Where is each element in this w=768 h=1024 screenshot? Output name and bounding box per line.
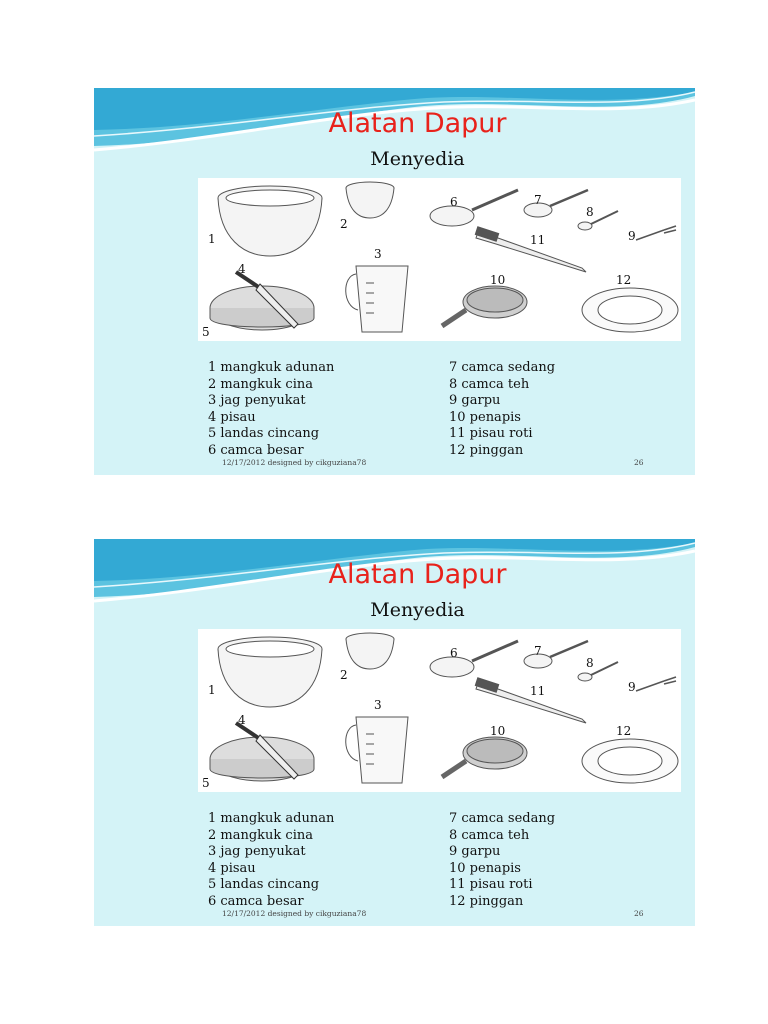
plate-drawing bbox=[582, 288, 678, 332]
item-list-right bbox=[449, 811, 555, 910]
list-item: 4 pisau bbox=[208, 860, 256, 876]
list-item: 8 camca teh bbox=[449, 827, 530, 843]
list-item: 4 pisau bbox=[208, 409, 256, 425]
list-item: 8 camca teh bbox=[449, 376, 530, 392]
slide-page-number: 26 bbox=[634, 909, 644, 918]
label-2: 2 bbox=[340, 668, 348, 682]
list-item: 9 garpu bbox=[449, 844, 501, 859]
label-6: 6 bbox=[450, 646, 458, 660]
label-8: 8 bbox=[586, 205, 594, 219]
fork-drawing bbox=[636, 226, 676, 240]
slide-title: Alatan Dapur bbox=[328, 559, 507, 590]
label-4: 4 bbox=[238, 713, 246, 727]
list-item: 1 mangkuk adunan bbox=[208, 811, 335, 826]
list-item: 2 mangkuk cina bbox=[208, 827, 313, 843]
label-3: 3 bbox=[374, 698, 382, 712]
list-item: 12 pinggan bbox=[449, 893, 524, 909]
label-11: 11 bbox=[530, 684, 546, 698]
list-item: 10 penapis bbox=[449, 860, 521, 876]
slide-footer: 12/17/2012 designed by cikguziana78 bbox=[222, 909, 367, 918]
fork-drawing bbox=[636, 677, 676, 691]
plate-drawing bbox=[582, 739, 678, 783]
list-item: 11 pisau roti bbox=[449, 426, 533, 441]
label-1: 1 bbox=[208, 683, 216, 697]
label-3: 3 bbox=[374, 247, 382, 261]
item-list-right bbox=[449, 360, 555, 459]
china-bowl-drawing bbox=[346, 633, 394, 669]
kitchen-tools-illustration bbox=[198, 178, 681, 341]
item-list-left bbox=[208, 811, 334, 910]
label-6: 6 bbox=[450, 195, 458, 209]
kitchen-tools-illustration bbox=[198, 629, 681, 792]
list-item: 11 pisau roti bbox=[449, 877, 533, 892]
slide-title: Alatan Dapur bbox=[328, 108, 507, 139]
label-10: 10 bbox=[490, 724, 506, 738]
label-9: 9 bbox=[628, 680, 636, 694]
list-item: 7 camca sedang bbox=[449, 811, 556, 826]
list-item: 10 penapis bbox=[449, 409, 521, 425]
label-9: 9 bbox=[628, 229, 636, 243]
list-item: 2 mangkuk cina bbox=[208, 376, 313, 392]
label-5: 5 bbox=[202, 325, 210, 339]
slide-subtitle: Menyedia bbox=[370, 148, 465, 170]
label-12: 12 bbox=[616, 724, 632, 738]
label-4: 4 bbox=[238, 262, 246, 276]
list-item: 6 camca besar bbox=[208, 442, 304, 458]
list-item: 5 landas cincang bbox=[208, 877, 320, 892]
label-5: 5 bbox=[202, 776, 210, 790]
list-item: 3 jag penyukat bbox=[208, 844, 306, 859]
list-item: 1 mangkuk adunan bbox=[208, 360, 335, 375]
label-2: 2 bbox=[340, 217, 348, 231]
label-7: 7 bbox=[534, 193, 542, 207]
list-item: 6 camca besar bbox=[208, 893, 304, 909]
strainer-drawing bbox=[442, 737, 527, 777]
china-bowl-drawing bbox=[346, 182, 394, 218]
list-item: 7 camca sedang bbox=[449, 360, 556, 375]
label-7: 7 bbox=[534, 644, 542, 658]
label-12: 12 bbox=[616, 273, 632, 287]
measuring-jug-drawing bbox=[346, 717, 408, 783]
list-item: 9 garpu bbox=[449, 393, 501, 408]
mixing-bowl-drawing bbox=[218, 186, 322, 256]
item-list-left bbox=[208, 360, 334, 459]
measuring-jug-drawing bbox=[346, 266, 408, 332]
slide-footer: 12/17/2012 designed by cikguziana78 bbox=[222, 458, 367, 467]
slide-page-number: 26 bbox=[634, 458, 644, 467]
list-item: 12 pinggan bbox=[449, 442, 524, 458]
slide-1 bbox=[94, 88, 695, 475]
label-1: 1 bbox=[208, 232, 216, 246]
list-item: 3 jag penyukat bbox=[208, 393, 306, 408]
label-10: 10 bbox=[490, 273, 506, 287]
label-8: 8 bbox=[586, 656, 594, 670]
label-11: 11 bbox=[530, 233, 546, 247]
slide-subtitle: Menyedia bbox=[370, 599, 465, 621]
slide-2 bbox=[94, 539, 695, 926]
list-item: 5 landas cincang bbox=[208, 426, 320, 441]
mixing-bowl-drawing bbox=[218, 637, 322, 707]
strainer-drawing bbox=[442, 286, 527, 326]
